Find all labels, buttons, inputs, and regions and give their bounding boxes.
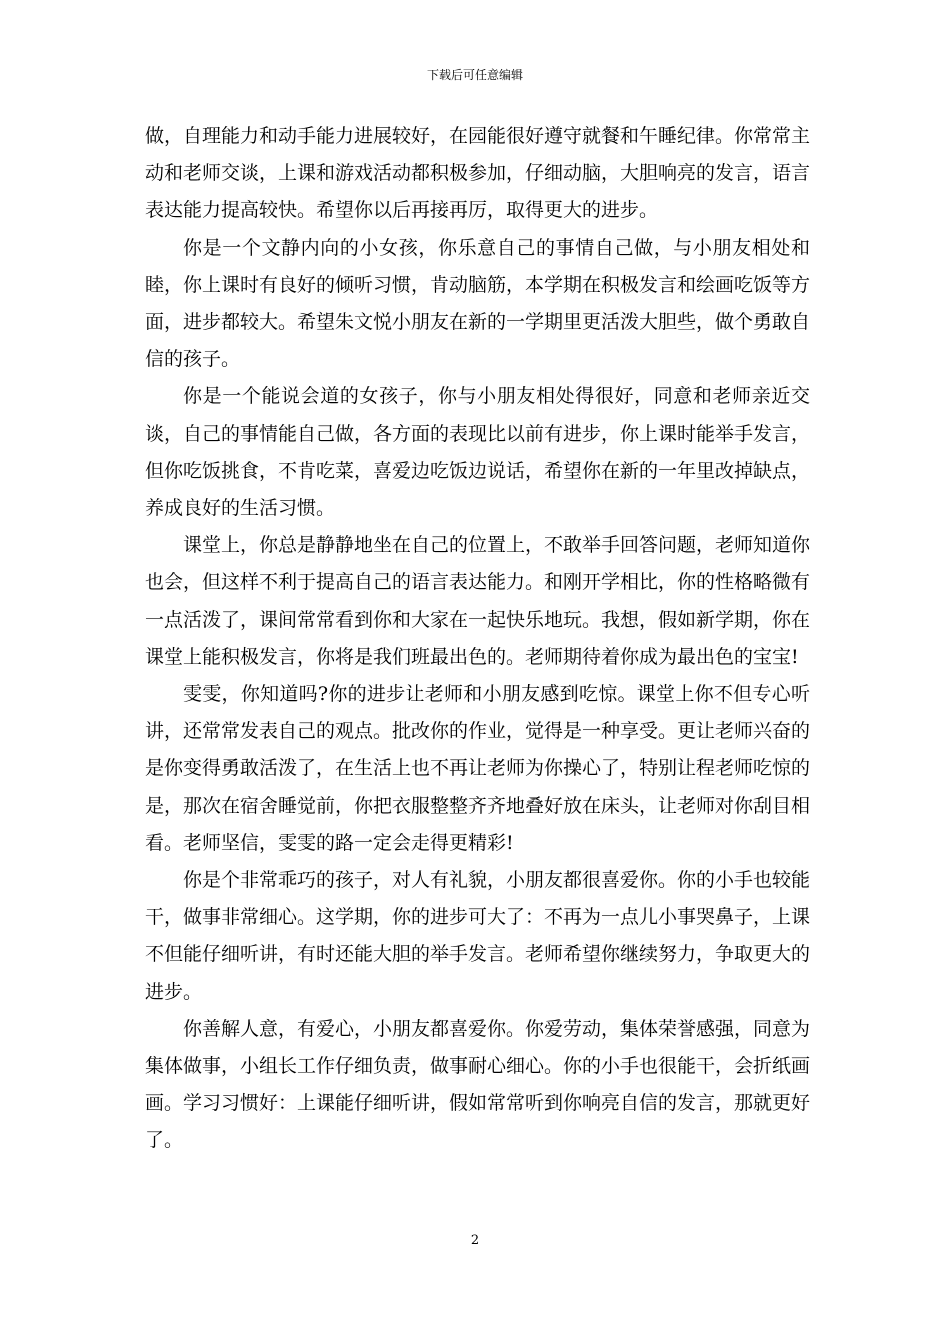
paragraph: 你是一个能说会道的女孩子，你与小朋友相处得很好，同意和老师亲近交谈，自己的事情能自己做，各方面的表现比以前有进步，你上课时能举手发言，但你吃饭挑食，不肯吃菜，喜爱边吃饭边说话，希望你在新的一年里改掉缺点，养成良好的生活习惯。 — [145, 385, 811, 520]
paragraph: 你是一个文静内向的小女孩，你乐意自己的事情自己做，与小朋友相处和睦，你上课时有良好的倾听习惯，肯动脑筋，本学期在积极发言和绘画吃饭等方面，进步都较大。希望朱文悦小朋友在新的一学期里更活泼大胆些，做个勇敢自信的孩子。 — [145, 236, 811, 371]
page-header: 下载后可任意编辑 — [426, 68, 523, 82]
paragraph: 你是个非常乖巧的孩子，对人有礼貌，小朋友都很喜爱你。你的小手也较能干，做事非常细心。这学期，你的进步可大了：不再为一点儿小事哭鼻子，上课不但能仔细听讲，有时还能大胆的举手发言。老师希望你继续努力，争取更大的进步。 — [145, 869, 811, 1003]
paragraph-continued: 做，自理能力和动手能力进展较好，在园能很好遵守就餐和午睡纪律。你常常主动和老师交谈，上课和游戏活动都积极参加，仔细动脑，大胆响亮的发言，语言表达能力提高较快。希望你以后再接再厉，取得更大的进步。 — [145, 125, 811, 222]
paragraph: 课堂上，你总是静静地坐在自己的位置上，不敢举手回答问题，老师知道你也会，但这样不利于提高自己的语言表达能力。和刚开学相比，你的性格略微有一点活泼了，课间常常看到你和大家在一起快乐地玩。我想，假如新学期，你在课堂上能积极发言，你将是我们班最出色的。老师期待着你成为最出色的宝宝! — [145, 534, 811, 668]
paragraph: 雯雯，你知道吗?你的进步让老师和小朋友感到吃惊。课堂上你不但专心听讲，还常常发表自己的观点。批改你的作业，觉得是一种享受。更让老师兴奋的是你变得勇敢活泼了，在生活上也不再让老师为你操心了，特别让程老师吃惊的是，那次在宿舍睡觉前，你把衣服整整齐齐地叠好放在床头，让老师对你刮目相看。老师坚信，雯雯的路一定会走得更精彩! — [145, 683, 811, 854]
paragraph: 你善解人意，有爱心，小朋友都喜爱你。你爱劳动，集体荣誉感强，同意为集体做事，小组长工作仔细负责，做事耐心细心。你的小手也很能干，会折纸画画。学习习惯好：上课能仔细听讲，假如常常听到你响亮自信的发言，那就更好了。 — [145, 1017, 811, 1152]
page-number: 2 — [470, 1233, 480, 1248]
document-body — [145, 118, 810, 1160]
